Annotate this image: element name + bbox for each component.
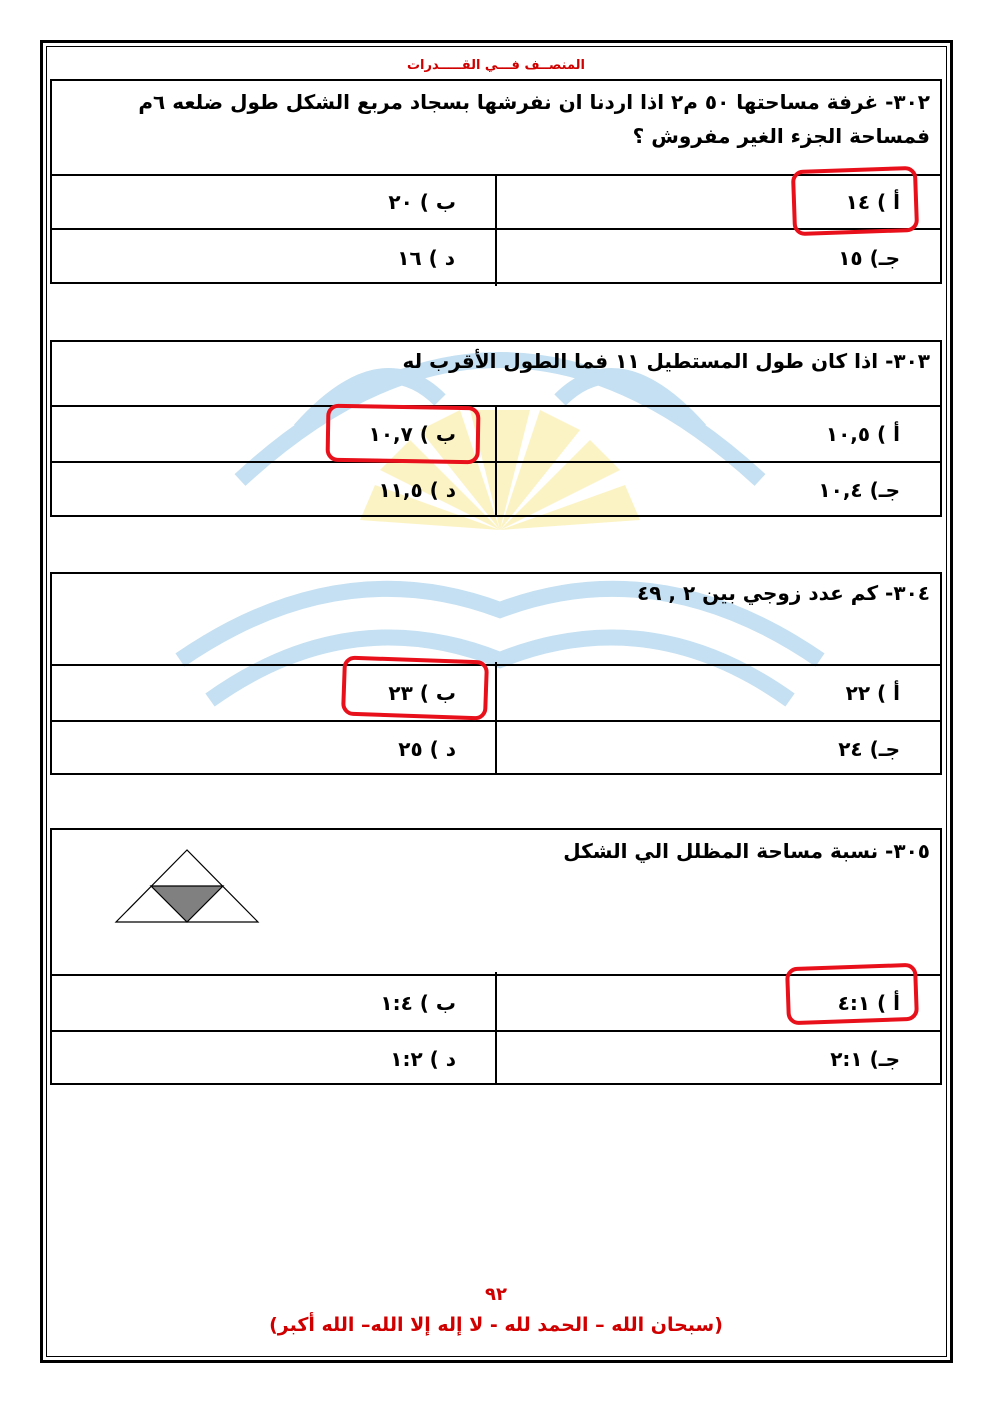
- option-d: د ) ١:٢: [390, 1046, 456, 1071]
- option-d: د ) ٢٥: [398, 736, 456, 761]
- option-cell: [52, 176, 496, 228]
- option-b: ب ) ١٠,٧: [368, 422, 456, 446]
- page-number: ٩٢: [485, 1284, 507, 1305]
- option-cell: [495, 230, 940, 286]
- question-text: ٣٠٥- نسبة مساحة المظلل الي الشكل: [563, 839, 930, 863]
- option-b: ب ) ٢٠: [388, 190, 456, 214]
- option-cell: [52, 976, 496, 1030]
- column-divider: [495, 972, 497, 1083]
- option-a: أ ) ٤:١: [837, 991, 900, 1015]
- option-c: جـ) ٢:١: [830, 1046, 900, 1071]
- option-cell: [496, 666, 940, 720]
- column-divider: [495, 662, 497, 773]
- option-d: د ) ١٦: [397, 246, 455, 270]
- question-text: ٣٠٤- كم عدد زوجي بين ٢ , ٤٩: [637, 581, 930, 605]
- option-c: جـ) ١٠,٤: [818, 478, 900, 502]
- option-d: د ) ١١,٥: [378, 478, 456, 502]
- option-b: ب ) ١:٤: [380, 991, 456, 1015]
- option-b: ب ) ٢٣: [388, 681, 456, 705]
- option-cell: [496, 976, 940, 1030]
- question-text: ٣٠٣- اذا كان طول المستطيل ١١ فما الطول الأقرب له: [402, 349, 930, 373]
- question-text: ٣٠٢- غرفة مساحتها ٥٠ م٢ اذا اردنا ان نفرشها بسجاد مربع الشكل طول ضلعه ٦م فمساحة الجزء الغير مفروش ؟: [138, 90, 930, 148]
- column-divider: [495, 405, 497, 515]
- option-cell: [496, 1032, 940, 1085]
- option-c: جـ) ٢٤: [838, 736, 900, 761]
- option-a: أ ) ١٠,٥: [825, 422, 900, 446]
- option-cell: [496, 463, 940, 517]
- option-a: أ ) ١٤: [845, 190, 900, 214]
- option-cell: [52, 230, 495, 286]
- option-cell: [496, 176, 940, 228]
- option-cell: [496, 722, 940, 775]
- header-title: المنصــف فـــي القـــــدرات: [406, 58, 585, 73]
- option-c: جـ) ١٥: [838, 246, 900, 270]
- option-cell: [52, 722, 496, 775]
- footer-text: (سبحان الله – الحمد لله - لا إله إلا الله– الله أكبر): [269, 1314, 723, 1336]
- option-cell: [52, 666, 496, 720]
- option-cell: [496, 407, 940, 461]
- column-divider: [495, 174, 497, 282]
- option-cell: [52, 407, 496, 461]
- option-cell: [52, 463, 496, 517]
- triangle-figure: [114, 848, 260, 926]
- option-cell: [52, 1032, 496, 1085]
- option-a: أ ) ٢٢: [845, 681, 900, 705]
